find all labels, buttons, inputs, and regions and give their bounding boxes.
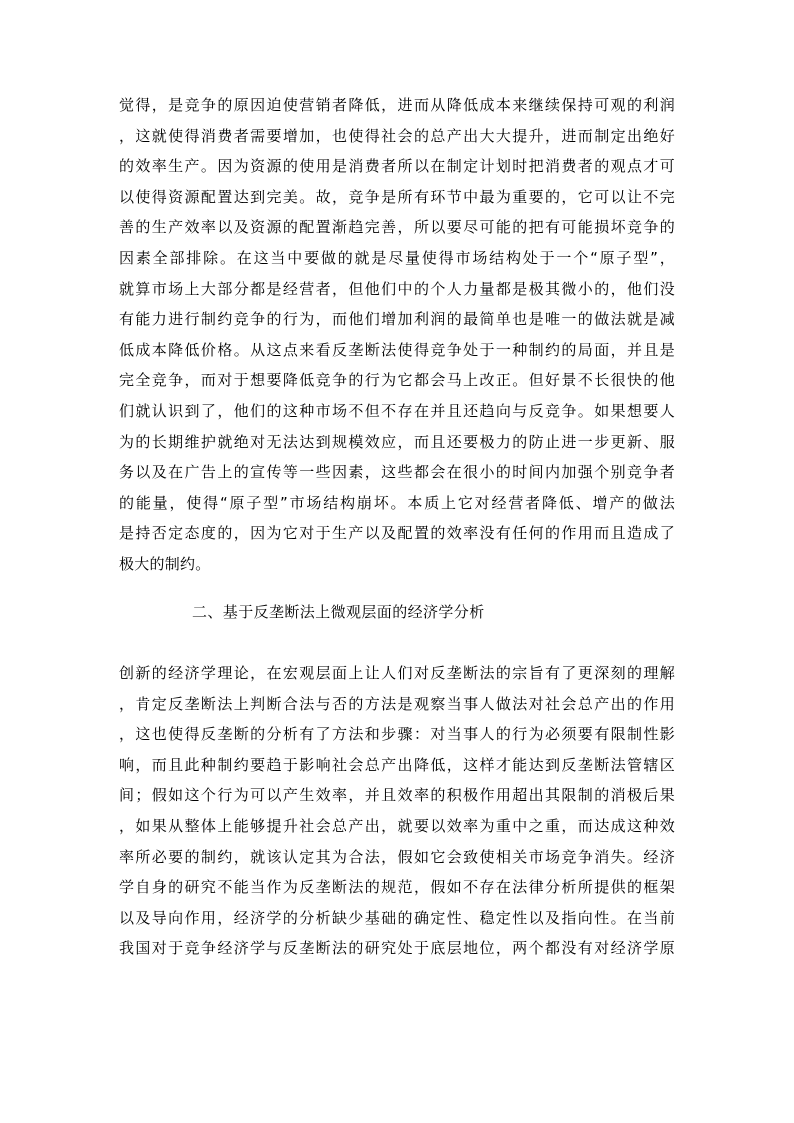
text-line: 响，而且此种制约要趋于影响社会总产出降低，这样才能达到反垄断法管辖区 [119,755,675,774]
text-line: 觉得，是竞争的原因迫使营销者降低，进而从降低成本来继续保持可观的利润 [119,96,675,114]
text-line: 善的生产效率以及资源的配置渐趋完善，所以要尽可能的把有可能损坏竞争的 [119,218,675,237]
text-line: 务以及在广告上的宣传等一些因素，这些都会在很小的时间内加强个别竞争者 [119,463,675,482]
text-line: 是持否定态度的，因为它对于生产以及配置的效率没有任何的作用而且造成了 [119,524,675,543]
paragraph-micro-analysis [119,658,675,964]
text-line: 率所必要的制约，就该认定其为合法，假如它会致使相关市场竞争消失。经济 [119,847,675,866]
text-line: 因素全部排除。在这当中要做的就是尽量使得市场结构处于一个“原子型”， [119,248,675,267]
text-line: 完全竞争，而对于想要降低竞争的行为它都会马上改正。但好景不长很快的他 [119,371,675,390]
text-line: 以使得资源配置达到完美。故，竞争是所有环节中最为重要的，它可以让不完 [119,187,675,206]
paragraph-competition-analysis [119,90,675,580]
text-line: 为的长期维护就绝对无法达到规模效应，而且还要极力的防止进一步更新、服 [119,432,675,451]
text-line: ，如果从整体上能够提升社会总产出，就要以效率为重中之重，而达成这种效 [119,816,675,835]
section-heading: 二、基于反垄断法上微观层面的经济学分析 [192,603,485,621]
text-line: ，这也使得反垄断的分析有了方法和步骤：对当事人的行为必须要有限制性影 [119,725,675,744]
text-line: 以及导向作用，经济学的分析缺少基础的确定性、稳定性以及指向性。在当前 [119,908,675,927]
text-line: 学自身的研究不能当作为反垄断法的规范，假如不存在法律分析所提供的框架 [119,878,675,897]
text-line: 间；假如这个行为可以产生效率，并且效率的积极作用超出其限制的消极后果 [119,786,675,805]
text-line: 的效率生产。因为资源的使用是消费者所以在制定计划时把消费者的观点才可 [119,157,675,176]
text-line: 创新的经济学理论，在宏观层面上让人们对反垄断法的宗旨有了更深刻的理解 [119,664,675,682]
text-line: ，肯定反垄断法上判断合法与否的方法是观察当事人做法对社会总产出的作用 [119,694,675,713]
text-line: 我国对于竞争经济学与反垄断法的研究处于底层地位，两个都没有对经济学原 [119,939,675,958]
text-line: ，这就使得消费者需要增加，也使得社会的总产出大大提升，进而制定出绝好 [119,126,675,145]
text-line: 低成本降低价格。从这点来看反垄断法使得竞争处于一种制约的局面，并且是 [119,340,675,359]
text-line: 的能量，使得“原子型”市场结构崩坏。本质上它对经营者降低、增产的做法 [119,493,675,512]
text-line: 就算市场上大部分都是经营者，但他们中的个人力量都是极其微小的，他们没 [119,279,675,298]
text-line: 极大的制约。 [119,554,211,573]
text-line: 有能力进行制约竞争的行为，而他们增加利润的最简单也是唯一的做法就是减 [119,310,675,329]
text-line: 们就认识到了，他们的这种市场不但不存在并且还趋向与反竞争。如果想要人 [119,401,675,420]
